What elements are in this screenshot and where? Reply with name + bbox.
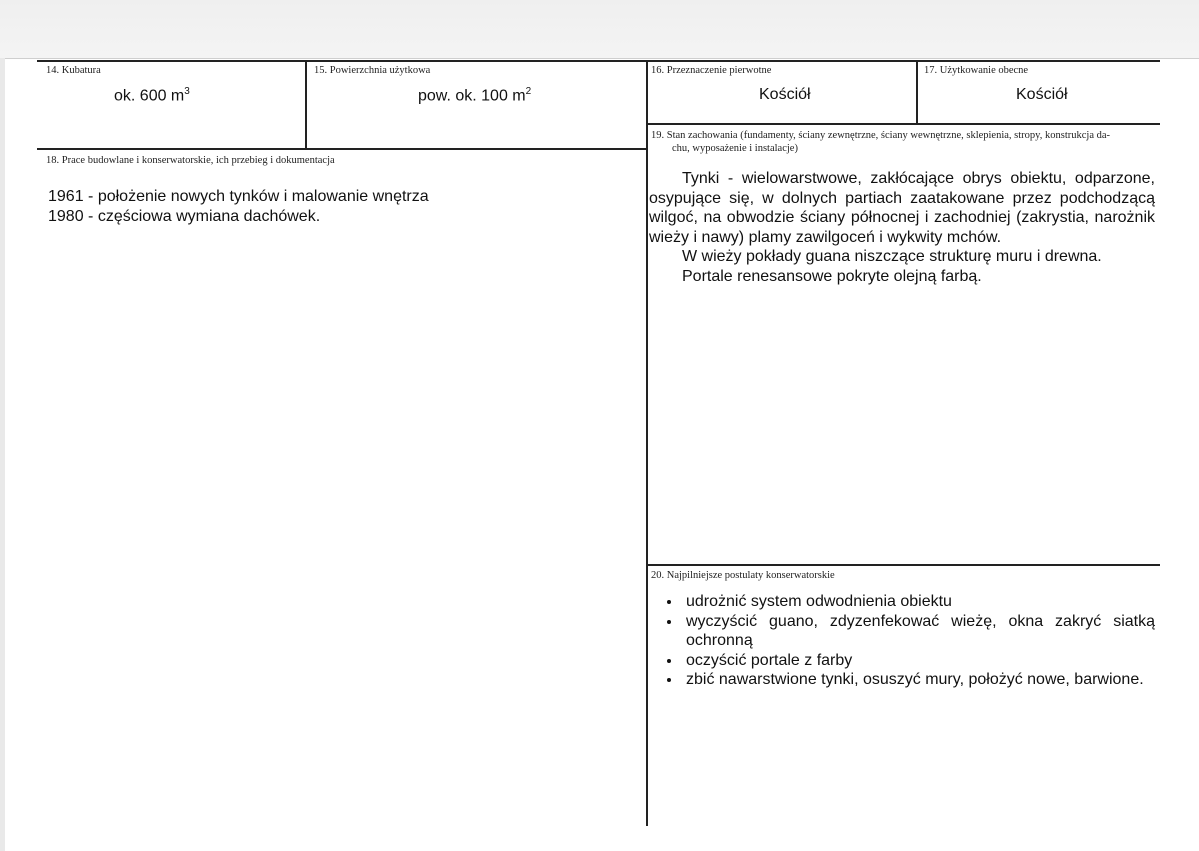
field-19-content (649, 169, 1155, 286)
line-above-20 (646, 564, 1160, 566)
field-15-value-sup: 2 (525, 86, 532, 97)
line-under-16-17 (646, 123, 1160, 125)
field-14-value-sup: 3 (184, 86, 190, 97)
field-18-line: 1961 - położenie nowych tynków i malowanie wnętrza (48, 188, 429, 205)
field-18-line: 1980 - częściowa wymiana dachówek. (48, 207, 321, 225)
field-20-label: 20. Najpilniejsze postulaty konserwatorskie (651, 570, 835, 581)
top-border-line (37, 60, 1160, 62)
divider-14-15 (305, 60, 307, 149)
field-19-paragraph: W wieży pokłady guana niszczące strukturę muru i drewna. (682, 248, 1102, 265)
field-20-content (648, 592, 1155, 690)
divider-main (646, 60, 648, 826)
list-item: • wyczyścić guano, zdyzenfekować wieżę, okna zakryć siatką ochronną (682, 612, 1155, 651)
field-14-value-text: ok. 600 m (114, 87, 185, 105)
list-item: • zbić nawarstwione tynki, osuszyć mury, położyć nowe, barwione. (682, 670, 1155, 690)
field-15-value (418, 86, 531, 105)
field-17-value: Kościół (1016, 86, 1068, 103)
scan-top-band (0, 0, 1199, 59)
postulates-list (648, 592, 1155, 690)
line-under-14-15 (37, 148, 647, 150)
field-16-value: Kościół (759, 86, 811, 103)
field-18-content (48, 187, 638, 226)
scan-left-edge (0, 58, 5, 851)
field-19-label (651, 129, 1156, 155)
field-15-label: 15. Powierzchnia użytkowa (314, 65, 431, 76)
list-item: • udrożnić system odwodnienia obiektu (682, 592, 1155, 612)
field-15-value-text: pow. ok. 100 m (418, 87, 526, 105)
field-17-label: 17. Użytkowanie obecne (924, 65, 1029, 76)
field-19-paragraph: Tynki - wielowarstwowe, zakłócające obrys obiektu, odparzone, osypujące się, w dolnych partiach zaatakowane przez podchodzącą wilgoć, na obwodzie ściany północnej i zachodniej (zakrystia, narożnik wieży i nawy) plamy zawilgoceń i wykwity mchów. (649, 170, 1155, 246)
divider-16-17 (916, 60, 918, 124)
field-19-label-line2: chu, wyposażenie i instalacje) (672, 143, 798, 154)
list-item: • oczyścić portale z farby (682, 651, 1155, 671)
field-14-label: 14. Kubatura (46, 65, 101, 76)
field-18-label: 18. Prace budowlane i konserwatorskie, ich przebieg i dokumentacja (46, 155, 335, 166)
field-16-label: 16. Przeznaczenie pierwotne (651, 65, 772, 76)
field-19-paragraph: Portale renesansowe pokryte olejną farbą. (682, 267, 982, 285)
field-19-label-line1: 19. Stan zachowania (fundamenty, ściany zewnętrzne, ściany wewnętrzne, sklepienia, stropy, konstrukcja da- (651, 130, 1111, 141)
field-14-value (114, 86, 190, 105)
